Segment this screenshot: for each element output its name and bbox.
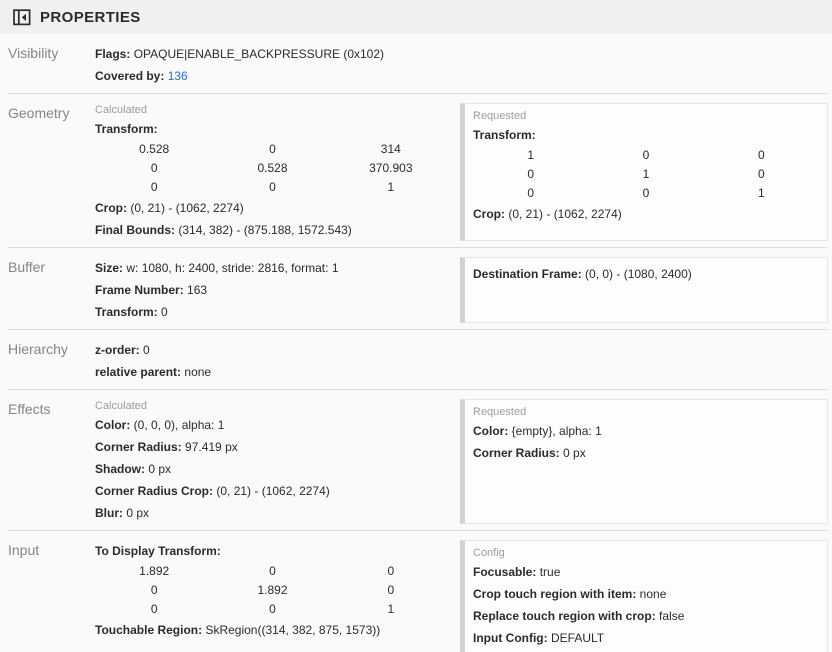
relative-parent-value: none [184,365,212,379]
input-config-value: DEFAULT [550,631,605,645]
touchable-region-label: Touchable Region: [95,623,203,637]
corner-radius-label: Corner Radius: [473,446,560,460]
section-label-geometry: Geometry [8,105,70,121]
matrix-cell: 0.528 [139,142,170,156]
section-label-visibility: Visibility [8,45,59,61]
blur-property [95,502,450,524]
focusable-property [473,561,819,583]
matrix-cell: 0 [269,602,276,616]
frame-number-value: 163 [187,283,208,297]
destination-frame-label: Destination Frame: [473,267,582,281]
size-value: w: 1080, h: 2400, stride: 2816, format: 1 [126,261,339,275]
matrix-cell: 0 [269,142,276,156]
corner-radius-crop-label: Corner Radius Crop: [95,484,214,498]
crop-value: (0, 21) - (1062, 2274) [508,207,622,221]
transform-label: Transform: [473,128,536,142]
matrix-row [473,184,819,203]
size-property [95,257,450,279]
covered-by-label: Covered by: [95,69,165,83]
corner-radius-label: Corner Radius: [95,440,182,454]
final-bounds-property [95,219,450,241]
matrix-cell: 0 [387,564,395,578]
shadow-value: 0 px [148,462,172,476]
matrix-row [473,165,819,184]
color-value: {empty}, alpha: 1 [511,424,602,438]
matrix-cell: 0 [269,564,276,578]
crop-label: Crop: [473,207,505,221]
input-config-property [473,627,819,649]
panel-title: PROPERTIES [40,8,141,26]
calculated-group-label: Calculated [95,400,147,412]
corner-radius-crop-value: (0, 21) - (1062, 2274) [216,484,330,498]
crop-label: Crop: [95,201,127,215]
matrix-cell: 0 [527,186,534,200]
replace-touch-region-property [473,605,819,627]
destination-frame-property [473,263,819,285]
matrix-cell: 0 [150,180,158,194]
corner-radius-property [473,442,819,464]
matrix-row [473,146,819,165]
requested-group-label: Requested [473,406,527,418]
replace-touch-region-label: Replace touch region with crop: [473,609,656,623]
matrix-cell: 0 [269,180,276,194]
flags-label: Flags: [95,47,131,61]
calculated-group-label: Calculated [95,104,147,116]
touchable-region-value: SkRegion((314, 382, 875, 1573)) [205,623,381,637]
z-order-label: z-order: [95,343,140,357]
flags-value: OPAQUE|ENABLE_BACKPRESSURE (0x102) [133,47,385,61]
covered-by-link[interactable]: 136 [167,69,188,83]
transform-label: Transform: [95,122,158,136]
panel-header [0,0,832,34]
destination-frame-value: (0, 0) - (1080, 2400) [585,267,692,281]
matrix-cell: 1 [642,167,650,181]
section-geometry [8,94,828,248]
input-config-box [460,540,828,652]
covered-by-property [95,65,818,87]
requested-transform-matrix [473,146,819,203]
matrix-row [95,562,450,581]
matrix-cell: 314 [380,142,401,156]
corner-radius-value: 0 px [563,446,586,460]
collapse-panel-button[interactable] [13,9,31,26]
visibility-content [95,43,828,87]
color-label: Color: [473,424,509,438]
crop-touch-region-label: Crop touch region with item: [473,587,637,601]
input-config-label: Input Config: [473,631,548,645]
crop-touch-region-property [473,583,819,605]
section-visibility [8,34,828,94]
section-buffer [8,248,828,330]
color-value: (0, 0, 0), alpha: 1 [133,418,225,432]
matrix-cell: 0 [150,602,158,616]
matrix-cell: 1 [757,186,765,200]
buffer-content [95,257,460,323]
color-label: Color: [95,418,131,432]
matrix-cell: 0 [387,583,395,597]
matrix-cell: 0 [527,167,534,181]
focusable-label: Focusable: [473,565,537,579]
sections-container [0,34,832,652]
buffer-transform-property [95,301,450,323]
to-display-transform-label: To Display Transform: [95,544,221,558]
shadow-label: Shadow: [95,462,145,476]
matrix-cell: 1 [387,602,395,616]
geometry-calculated-group [95,103,460,241]
final-bounds-value: (314, 382) - (875.188, 1572.543) [178,223,352,237]
final-bounds-label: Final Bounds: [95,223,175,237]
calculated-transform-matrix [95,140,450,197]
to-display-transform-property [95,540,450,562]
buffer-destination-box [460,257,828,323]
focusable-value: true [539,565,561,579]
z-order-property [95,339,818,361]
buffer-transform-value: 0 [161,305,168,319]
to-display-transform-matrix [95,562,450,619]
matrix-cell: 1 [527,148,534,162]
config-group-label: Config [473,547,505,559]
section-effects [8,390,828,531]
matrix-cell: 0 [642,148,650,162]
matrix-cell: 0.528 [257,161,288,175]
matrix-cell: 0 [757,167,765,181]
crop-touch-region-value: none [639,587,667,601]
color-property [95,414,450,436]
corner-radius-value: 97.419 px [185,440,238,454]
matrix-cell: 0 [150,161,158,175]
section-label-input: Input [8,542,40,558]
panel-collapse-icon [13,9,31,26]
transform-property [95,118,450,140]
buffer-transform-label: Transform: [95,305,158,319]
size-label: Size: [95,261,124,275]
relative-parent-property [95,361,818,383]
matrix-cell: 0 [642,186,650,200]
matrix-row [95,159,450,178]
effects-requested-box [460,399,828,524]
matrix-row [95,140,450,159]
matrix-row [95,581,450,600]
frame-number-property [95,279,450,301]
corner-radius-crop-property [95,480,450,502]
section-input [8,531,828,652]
matrix-cell: 370.903 [369,161,413,175]
input-content [95,540,460,652]
matrix-cell: 1.892 [257,583,288,597]
transform-property [473,124,819,146]
matrix-row [95,600,450,619]
geometry-requested-box [460,103,828,241]
corner-radius-property [95,436,450,458]
section-hierarchy [8,330,828,390]
replace-touch-region-value: false [659,609,685,623]
shadow-property [95,458,450,480]
crop-property [473,203,819,225]
relative-parent-label: relative parent: [95,365,182,379]
hierarchy-content [95,339,828,383]
blur-value: 0 px [126,506,150,520]
matrix-cell: 1 [387,180,395,194]
section-label-effects: Effects [8,401,51,417]
matrix-cell: 0 [757,148,765,162]
blur-label: Blur: [95,506,123,520]
matrix-row [95,178,450,197]
crop-property [95,197,450,219]
matrix-cell: 0 [150,583,158,597]
color-property [473,420,819,442]
matrix-cell: 1.892 [139,564,170,578]
section-label-buffer: Buffer [8,259,46,275]
frame-number-label: Frame Number: [95,283,184,297]
z-order-value: 0 [143,343,150,357]
touchable-region-property [95,619,450,641]
flags-property [95,43,818,65]
requested-group-label: Requested [473,110,527,122]
section-label-hierarchy: Hierarchy [8,341,68,357]
crop-value: (0, 21) - (1062, 2274) [130,201,244,215]
effects-calculated-group [95,399,460,524]
